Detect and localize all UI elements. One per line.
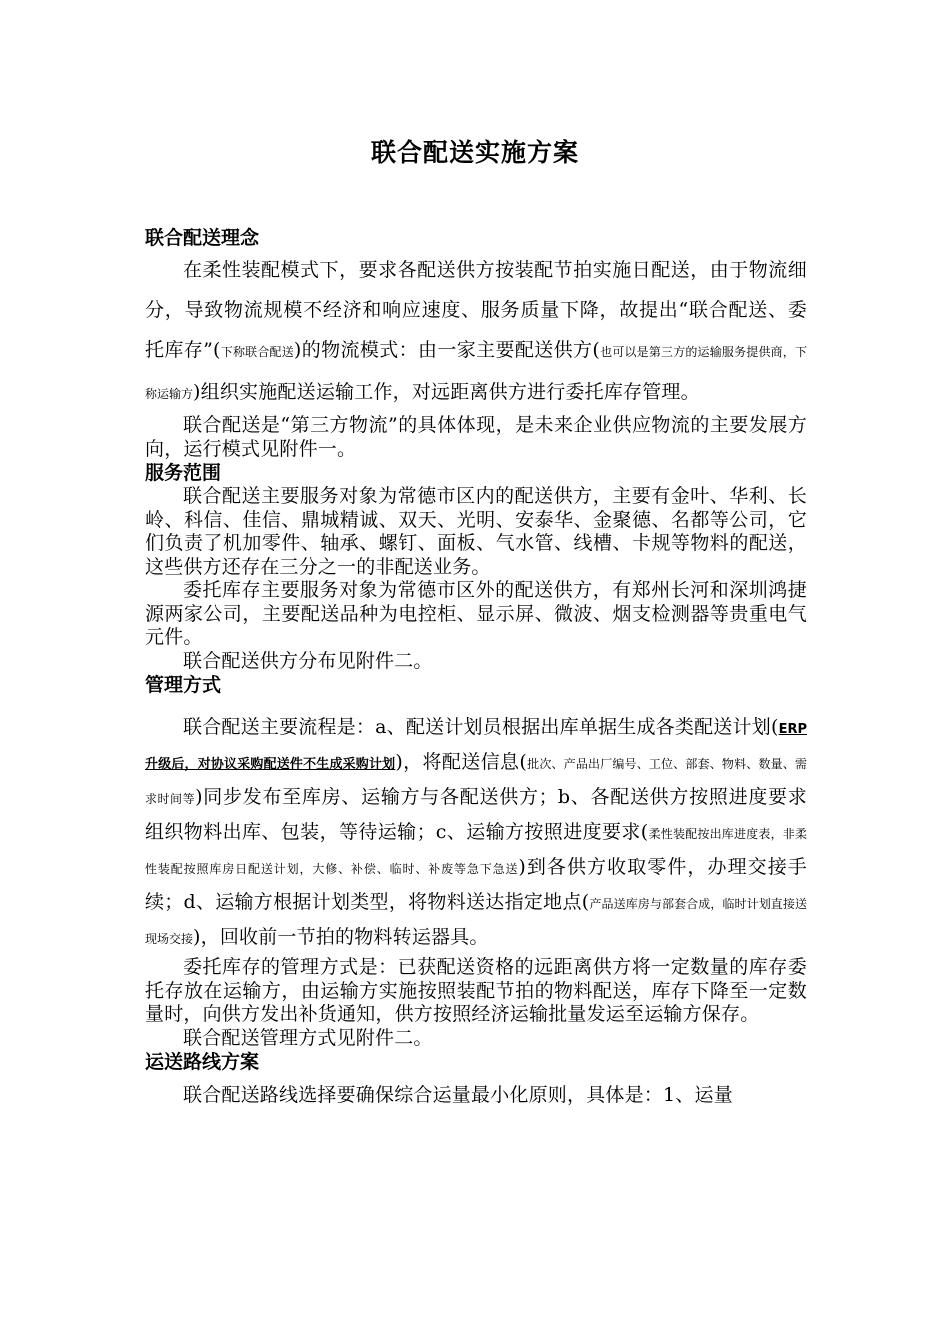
- document-body: [145, 226, 807, 1108]
- concept-text-b: )的物流模式：由一家主要配送供方(: [293, 339, 600, 361]
- route-paragraph-1: 联合配送路线选择要确保综合运量最小化原则，具体是：1、运量: [183, 1084, 733, 1106]
- scope-paragraph-1: 联合配送主要服务对象为常德市区内的配送供方，主要有金叶、华利、长岭、科信、佳信、鼎城精诚、双天、光明、安泰华、金聚德、名都等公司，它们负责了机加零件、轴承、螺钉、面板、气水管、线槽、卡规等物料的配送，这些供方还存在三分之一的非配送业务。: [145, 485, 807, 578]
- erp-note: ERP升级后，对协议采购配送件不生成采购计划: [145, 722, 807, 772]
- section-heading-concept: 联合配送理念: [145, 227, 260, 249]
- section-heading-route: 运送路线方案: [145, 1051, 260, 1073]
- scope-paragraph-2: 委托库存主要服务对象为常德市区外的配送供方，有郑州长河和深圳鸿捷源两家公司，主要配送品种为电控柜、显示屏、微波、烟支检测器等贵重电气元件。: [145, 579, 807, 648]
- management-paragraph-2: 委托库存的管理方式是：已获配送资格的远距离供方将一定数量的库存委托存放在运输方，由运输方实施按照装配节拍的物料配送，库存下降至一定数量时，向供方发出补货通知，供方按照经济运输批量发运至运输方保存。: [145, 956, 807, 1025]
- section-heading-scope: 服务范围: [145, 462, 222, 484]
- management-paragraph-3: 联合配送管理方式见附件二。: [183, 1026, 433, 1049]
- section-heading-management: 管理方式: [145, 674, 222, 696]
- concept-text-a: 在柔性装配模式下，要求各配送供方按装配节拍实施日配送，由于物流细分，导致物流规模不经济和响应速度、服务质量下降，故提出“联合配送、委托库存”(: [145, 259, 807, 361]
- management-paragraph-1: [145, 711, 807, 956]
- concept-note-2: 也可以是第三方的运输服务提供商，下称运输方: [145, 345, 807, 401]
- management-text-a: 联合配送主要流程是：a、配送计划员根据出库单据生成各类配送计划(: [183, 716, 779, 738]
- management-note-3: 产品送库房与部套合成，临时计划直接送现场交接: [145, 897, 807, 946]
- management-note-1: 批次、产品出厂编号、工位、部套、物料、数量、需求时间等: [145, 757, 807, 806]
- management-text-e: )，回收前一节拍的物料转运器具。: [193, 926, 489, 948]
- management-text-d: )到各供方收取零件，办理交接手续；d、运输方根据计划类型，将物料送达指定地点(: [145, 856, 807, 913]
- concept-note-1: 下称联合配送: [220, 345, 294, 359]
- management-note-2: 柔性装配按出库进度表，非柔性装配按照库房日配送计划，大修、补偿、临时、补废等急下急送: [145, 827, 807, 876]
- concept-paragraph-2: 联合配送是“第三方物流”的具体体现，是未来企业供应物流的主要发展方向，运行模式见附件一。: [145, 414, 807, 460]
- management-text-c: )同步发布至库房、运输方与各配送供方；b、各配送供方按照进度要求组织物料出库、包装，等待运输；c、运输方按照进度要求(: [145, 786, 807, 843]
- concept-text-c: )组织实施配送运输工作，对远距离供方进行委托库存管理。: [193, 381, 700, 403]
- management-text-b: )，将配送信息(: [395, 751, 527, 773]
- document-title: 联合配送实施方案: [370, 138, 579, 167]
- concept-paragraph-1: [145, 250, 807, 414]
- scope-paragraph-3: 联合配送供方分布见附件二。: [183, 649, 433, 672]
